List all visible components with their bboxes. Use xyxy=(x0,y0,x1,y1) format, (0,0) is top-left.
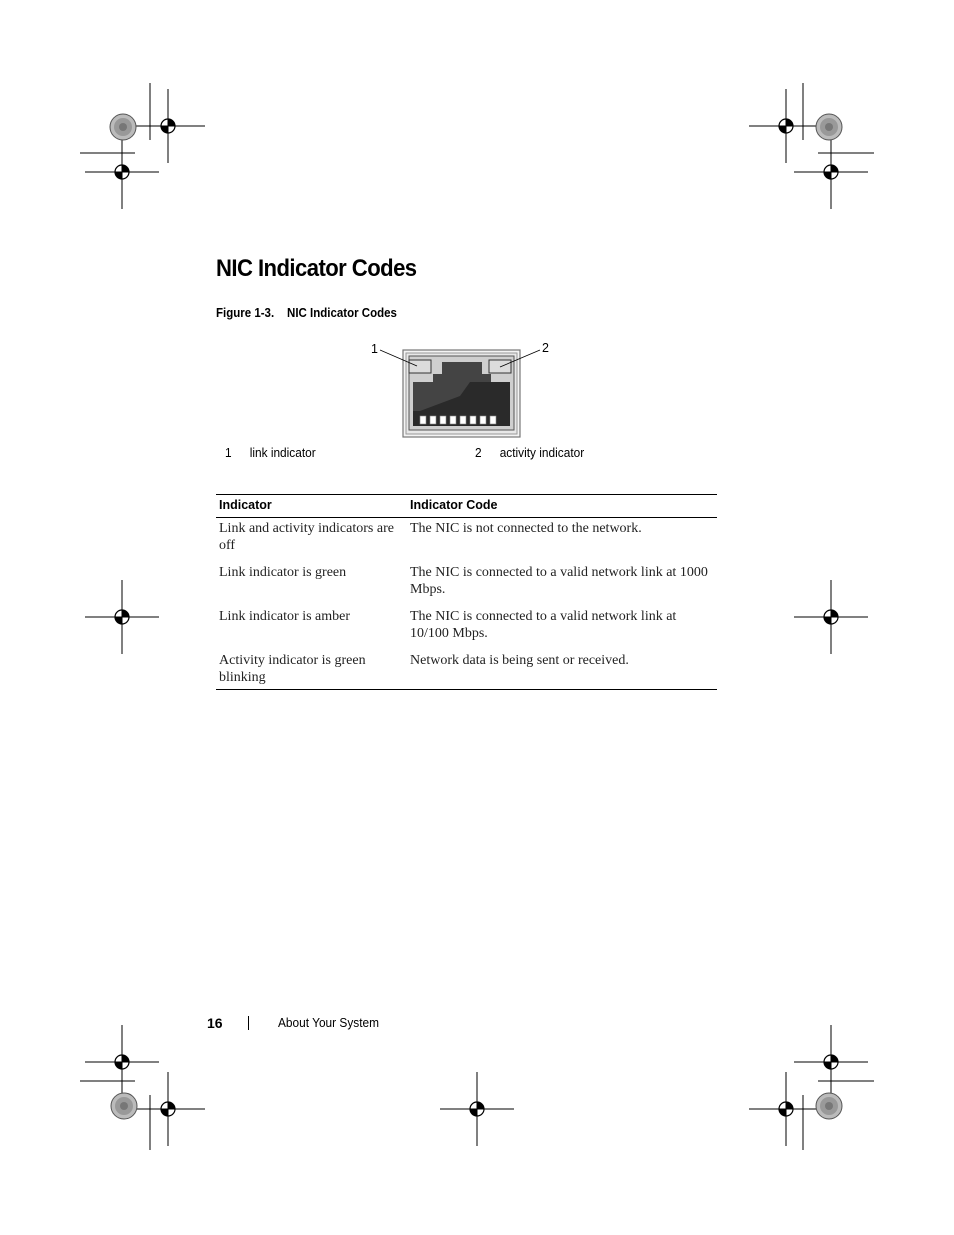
table-row xyxy=(216,562,717,606)
registration-mark-icon xyxy=(794,135,868,209)
page-title: NIC Indicator Codes xyxy=(216,255,417,282)
registration-mark-icon xyxy=(131,89,205,163)
table-header-row xyxy=(216,495,717,518)
indicator-cell: Link indicator is amber xyxy=(219,609,351,624)
code-cell: The NIC is not connected to the network. xyxy=(410,521,642,536)
registration-mark-icon xyxy=(749,89,823,163)
registration-mark-icon xyxy=(131,1072,205,1146)
color-wheel-icon xyxy=(110,114,136,140)
callout-number-1: 1 xyxy=(371,342,378,356)
indicator-cell: Link and activity indicators are off xyxy=(219,521,394,553)
callout-label: activity indicator xyxy=(499,446,585,460)
callout-label: link indicator xyxy=(249,446,316,460)
table-row xyxy=(216,650,717,690)
code-cell: The NIC is connected to a valid network link at 10/100 Mbps. xyxy=(410,609,677,641)
column-header: Indicator Code xyxy=(407,495,717,518)
registration-mark-icon xyxy=(794,1025,868,1099)
section-name: About Your System xyxy=(278,1016,380,1030)
figure-title: NIC Indicator Codes xyxy=(287,306,397,320)
color-wheel-icon xyxy=(111,1093,137,1119)
activity-led-icon xyxy=(489,360,511,373)
indicator-cell: Link indicator is green xyxy=(219,565,347,580)
code-cell: The NIC is connected to a valid network link at 1000 Mbps. xyxy=(410,565,708,597)
table-row xyxy=(216,606,717,650)
indicator-codes-table xyxy=(216,494,717,690)
link-led-icon xyxy=(409,360,431,373)
callout-legend-1: 1 link indicator xyxy=(225,446,316,460)
color-wheel-icon xyxy=(816,114,842,140)
registration-mark-icon xyxy=(85,1025,159,1099)
column-header: Indicator xyxy=(216,495,407,518)
registration-mark-icon xyxy=(440,1072,514,1146)
registration-mark-icon xyxy=(749,1072,823,1146)
code-cell: Network data is being sent or received. xyxy=(407,650,717,690)
registration-mark-icon xyxy=(794,580,868,654)
figure-label: Figure 1-3. xyxy=(216,306,275,320)
callout-legend-2: 2 activity indicator xyxy=(475,446,585,460)
page-number: 16 xyxy=(207,1015,223,1031)
nic-connector-illustration xyxy=(360,336,560,442)
registration-mark-icon xyxy=(85,580,159,654)
callout-number-2: 2 xyxy=(542,341,549,355)
figure-caption xyxy=(216,306,397,320)
registration-mark-icon xyxy=(85,135,159,209)
table-row xyxy=(216,518,717,563)
color-wheel-icon xyxy=(816,1093,842,1119)
footer-divider xyxy=(248,1016,249,1030)
indicator-cell: Activity indicator is green blinking xyxy=(216,650,407,690)
